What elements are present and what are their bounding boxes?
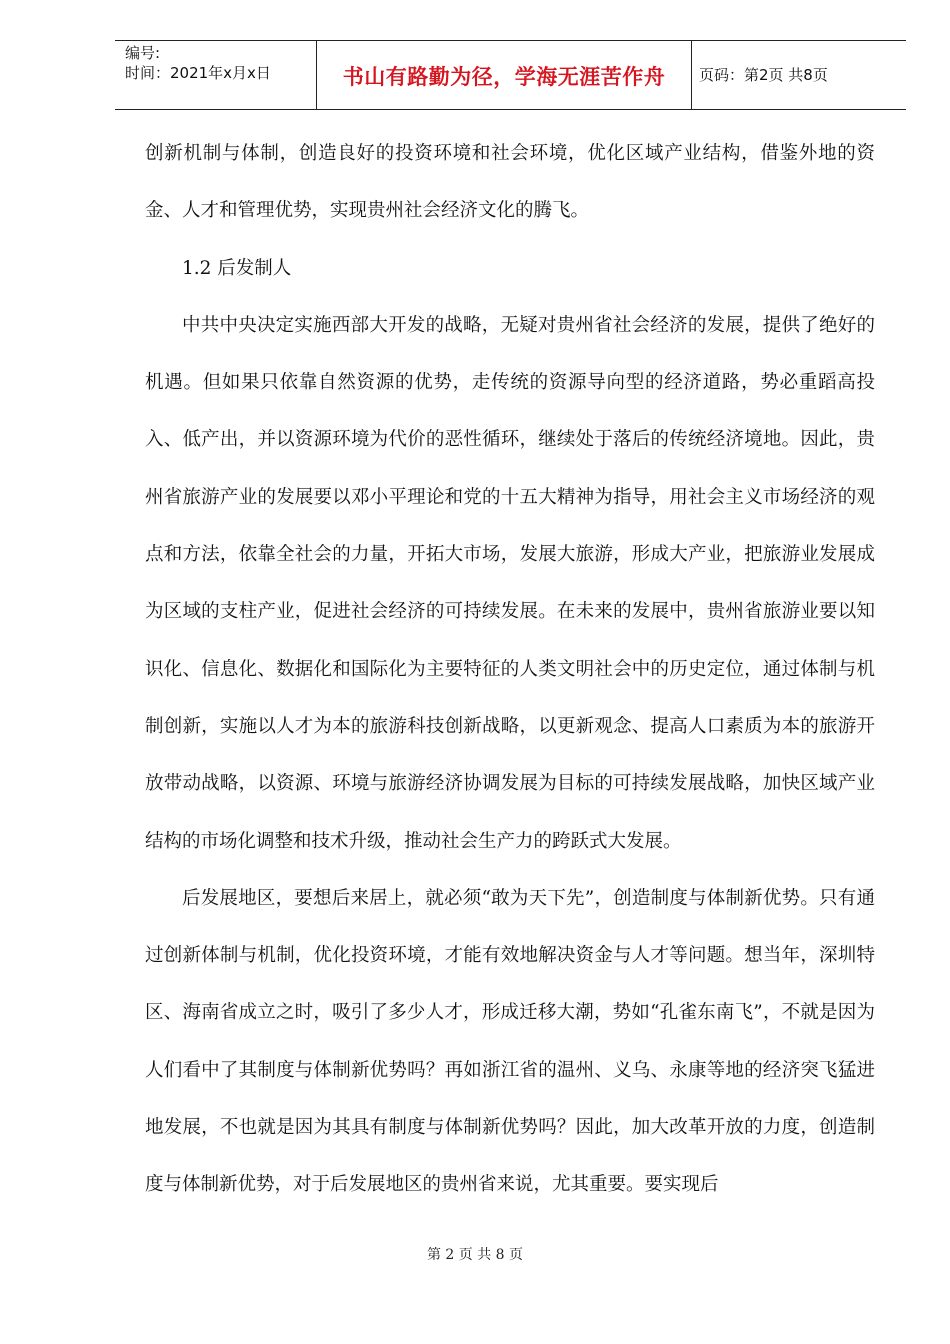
page-info: 页码：第2页 共8页: [699, 66, 828, 84]
header-motto-cell: [316, 41, 692, 109]
document-header: [115, 40, 906, 110]
paragraph-continued: 创新机制与体制，创造良好的投资环境和社会环境，优化区域产业结构，借鉴外地的资金、人才和管理优势，实现贵州社会经济文化的腾飞。: [145, 143, 875, 222]
section-heading: 1.2 后发制人: [182, 257, 292, 279]
number-label: 编号:: [125, 44, 161, 62]
header-meta-cell: [115, 41, 316, 109]
paragraph: 后发展地区，要想后来居上，就必须“敢为天下先”，创造制度与体制新优势。只有通过创新体制与机制，优化投资环境，才能有效地解决资金与人才等问题。想当年，深圳特区、海南省成立之时，吸引了多少人才，形成迁移大潮，势如“孔雀东南飞”，不就是因为人们看中了其制度与体制新优势吗？再如浙江省的温州、义乌、永康等地的经济突飞猛进地发展，不也就是因为其具有制度与体制新优势吗？因此，加大改革开放的力度，创造制度与体制新优势，对于后发展地区的贵州省来说，尤其重要。要实现后: [145, 887, 875, 1196]
page-footer: 第 2 页 共 8 页: [426, 1247, 524, 1263]
header-page-cell: [691, 41, 906, 109]
document-body: [145, 125, 875, 1214]
time-label: 时间：2021年x月x日: [125, 64, 271, 82]
paragraph: 中共中央决定实施西部大开发的战略，无疑对贵州省社会经济的发展，提供了绝好的机遇。但如果只依靠自然资源的优势，走传统的资源导向型的经济道路，势必重蹈高投入、低产出，并以资源环境为代价的恶性循环，继续处于落后的传统经济境地。因此，贵州省旅游产业的发展要以邓小平理论和党的十五大精神为指导，用社会主义市场经济的观点和方法，依靠全社会的力量，开拓大市场，发展大旅游，形成大产业，把旅游业发展成为区域的支柱产业，促进社会经济的可持续发展。在未来的发展中，贵州省旅游业要以知识化、信息化、数据化和国际化为主要特征的人类文明社会中的历史定位，通过体制与机制创新，实施以人才为本的旅游科技创新战略，以更新观念、提高人口素质为本的旅游开放带动战略，以资源、环境与旅游经济协调发展为目标的可持续发展战略，加快区域产业结构的市场化调整和技术升级，推动社会生产力的跨跃式大发展。: [145, 314, 875, 852]
motto-text: 书山有路勤为径，学海无涯苦作舟: [342, 65, 666, 89]
